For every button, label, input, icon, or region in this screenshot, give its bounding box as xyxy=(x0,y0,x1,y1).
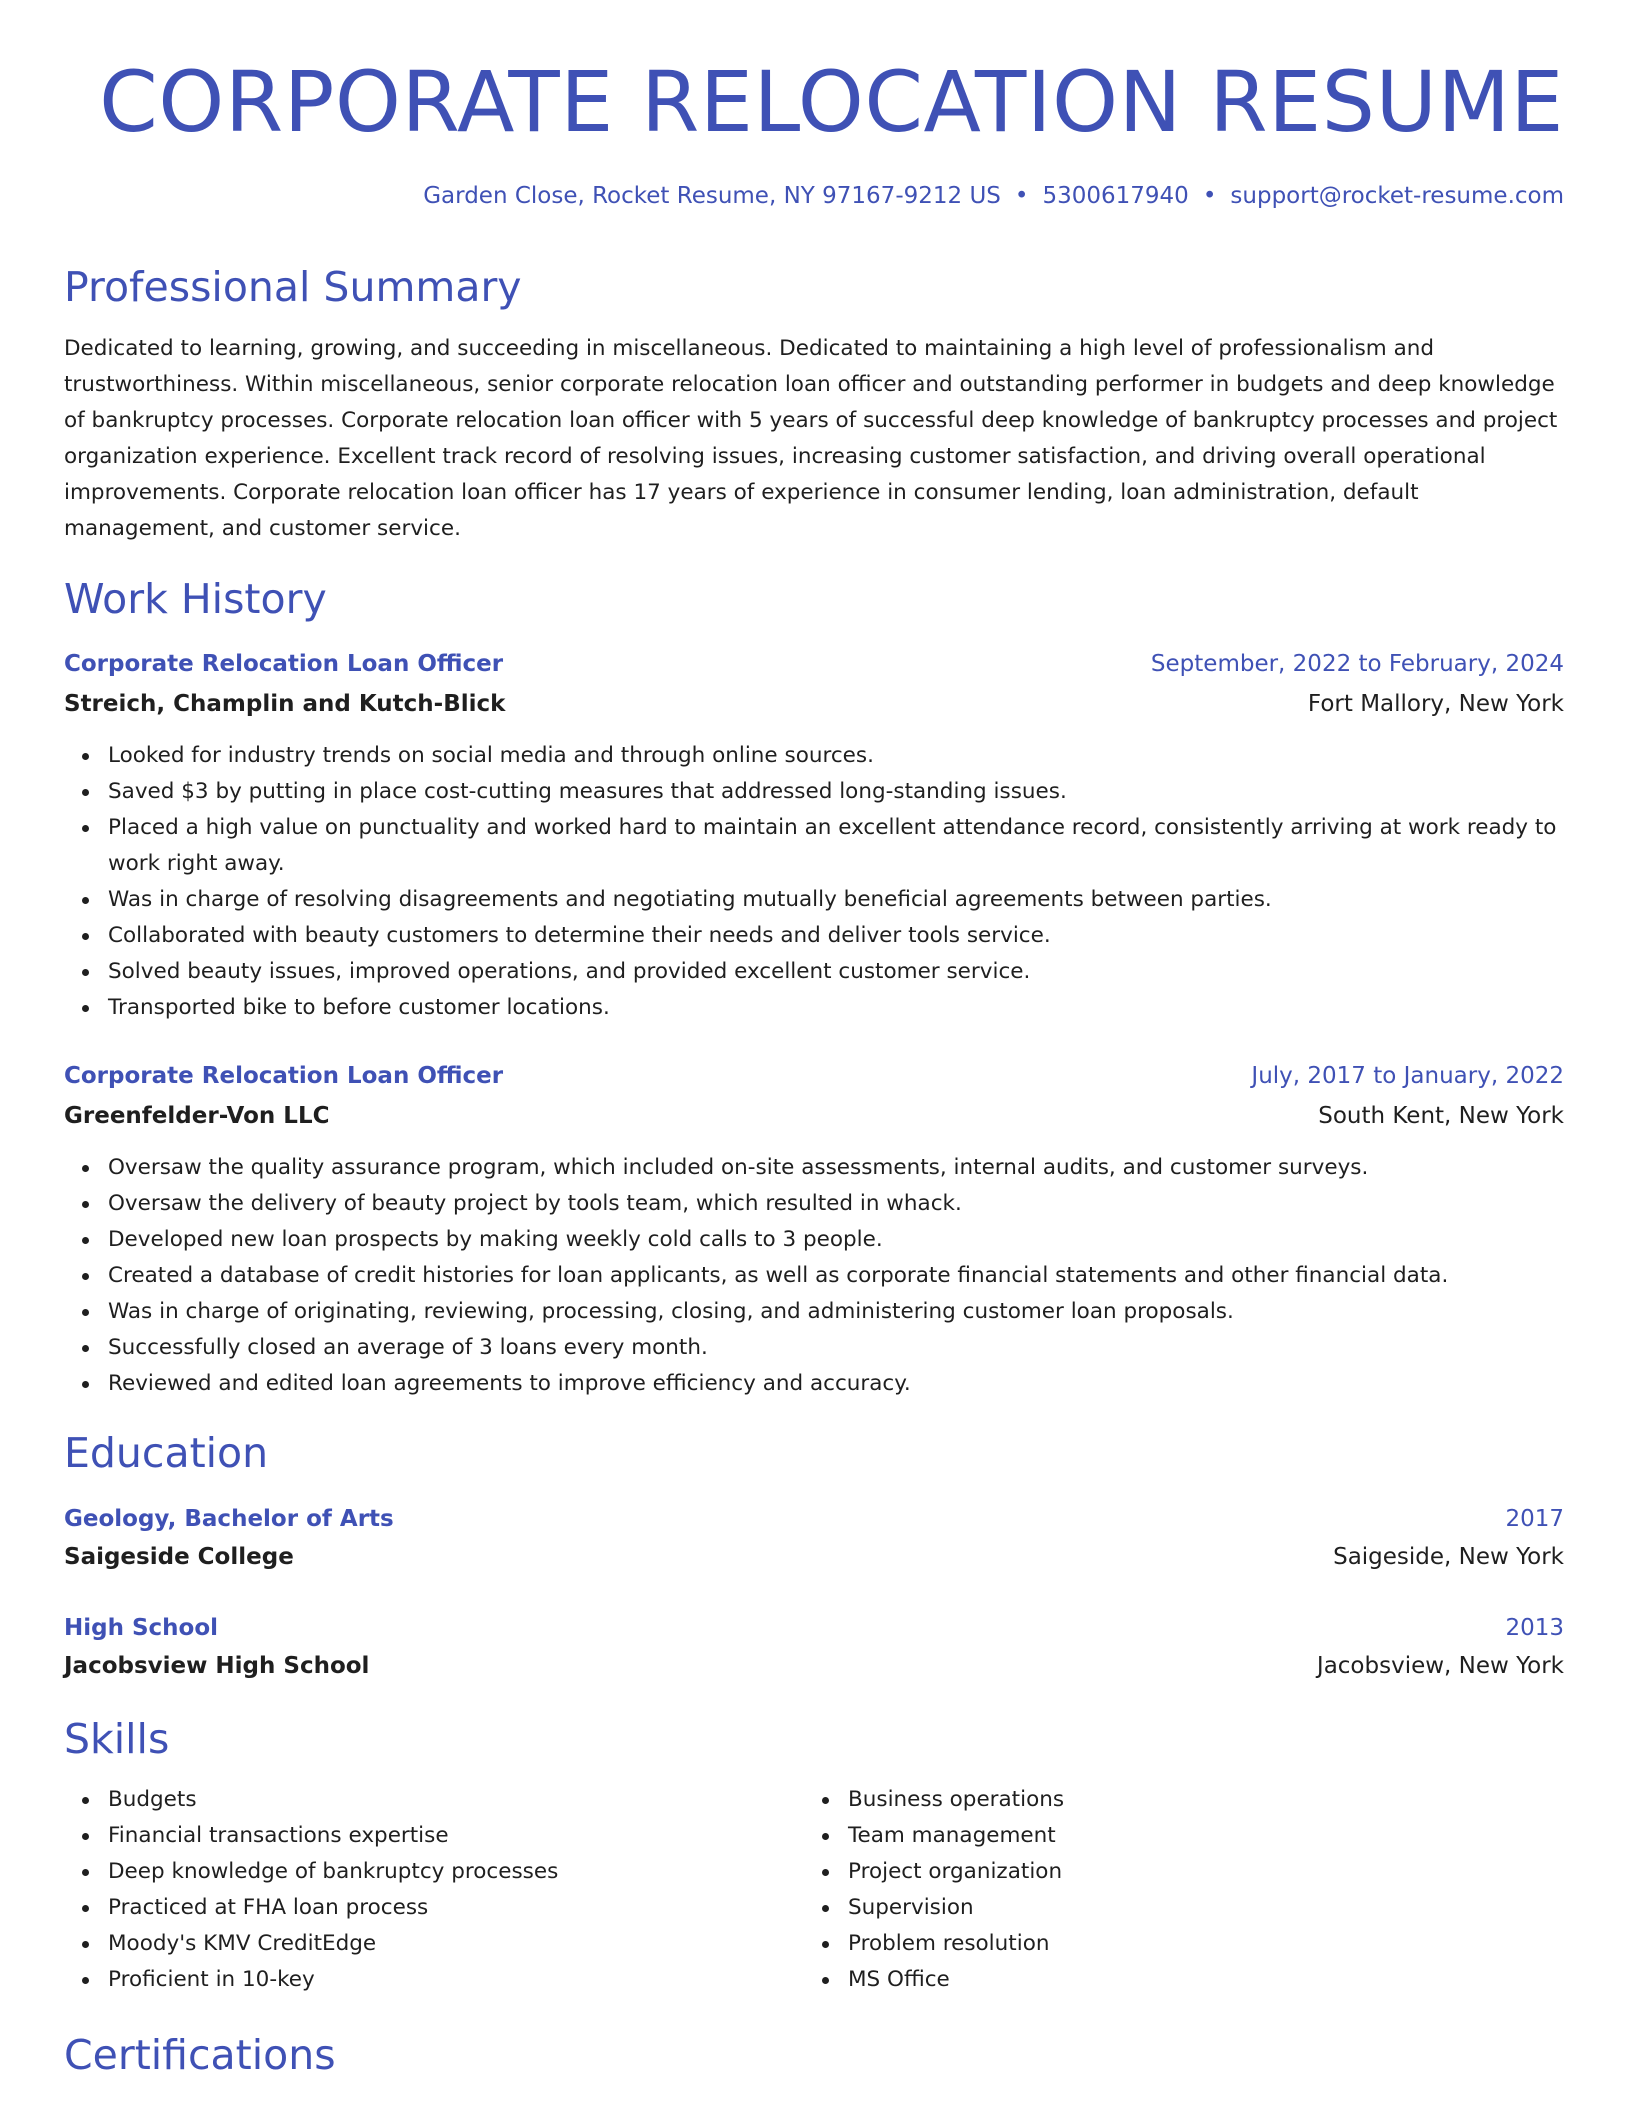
skill-item: Proficient in 10-key xyxy=(108,1962,1564,1998)
job-bullets xyxy=(64,1150,1564,1402)
job-bullet: Successfully closed an average of 3 loans every month. xyxy=(108,1330,1564,1366)
education-year: 2013 xyxy=(1505,1615,1564,1641)
education-header xyxy=(64,1610,1564,1646)
certifications-heading: Certifications xyxy=(64,2031,336,2079)
job-company: Greenfelder-Von LLC xyxy=(64,1103,330,1129)
job-bullet: Was in charge of originating, reviewing, processing, closing, and administering customer loan proposals. xyxy=(108,1294,1564,1330)
skill-item: MS Office xyxy=(848,1962,1632,1998)
job-bullet: Transported bike to before customer locations. xyxy=(108,990,1564,1026)
education-heading: Education xyxy=(64,1429,269,1477)
contact-separator: • xyxy=(1202,183,1217,209)
job-title: Corporate Relocation Loan Officer xyxy=(64,1063,504,1089)
education-degree: Geology, Bachelor of Arts xyxy=(64,1506,394,1532)
job-bullet: Collaborated with beauty customers to determine their needs and deliver tools service. xyxy=(108,918,1564,954)
resume-title: CORPORATE RELOCATION RESUME xyxy=(99,53,1564,151)
job-bullet: Oversaw the delivery of beauty project by tools team, which resulted in whack. xyxy=(108,1186,1564,1222)
job-subheader xyxy=(64,686,1564,722)
job-bullet: Solved beauty issues, improved operations, and provided excellent customer service. xyxy=(108,954,1564,990)
job-bullet: Saved $3 by putting in place cost-cutting measures that addressed long-standing issues. xyxy=(108,774,1564,810)
education-location: Saigeside, New York xyxy=(1333,1544,1564,1570)
skills-list-right xyxy=(804,1782,1632,1998)
summary-heading: Professional Summary xyxy=(64,263,522,311)
contact-phone: 5300617940 xyxy=(1042,183,1189,209)
skill-item: Financial transactions expertise xyxy=(108,1818,1564,1854)
job-bullet: Developed new loan prospects by making weekly cold calls to 3 people. xyxy=(108,1222,1564,1258)
job-company: Streich, Champlin and Kutch-Blick xyxy=(64,691,506,717)
job-location: South Kent, New York xyxy=(1318,1103,1564,1129)
education-subheader xyxy=(64,1648,1564,1684)
job-bullet: Looked for industry trends on social media and through online sources. xyxy=(108,738,1564,774)
job-title: Corporate Relocation Loan Officer xyxy=(64,651,504,677)
skill-item: Problem resolution xyxy=(848,1926,1632,1962)
contact-email[interactable]: support@rocket-resume.com xyxy=(1230,183,1564,209)
skill-item: Supervision xyxy=(848,1890,1632,1926)
job-dates: September, 2022 to February, 2024 xyxy=(1150,651,1564,677)
education-subheader xyxy=(64,1539,1564,1575)
job-location: Fort Mallory, New York xyxy=(1307,691,1564,717)
job-dates: July, 2017 to January, 2022 xyxy=(1251,1063,1564,1089)
education-header xyxy=(64,1501,1564,1537)
skill-item: Team management xyxy=(848,1818,1632,1854)
job-header xyxy=(64,1058,1564,1094)
education-school: Saigeside College xyxy=(64,1544,294,1570)
skill-item: Project organization xyxy=(848,1854,1632,1890)
skill-item: Deep knowledge of bankruptcy processes xyxy=(108,1854,1564,1890)
skill-item: Business operations xyxy=(848,1782,1632,1818)
skills-heading: Skills xyxy=(64,1715,170,1763)
job-bullet: Reviewed and edited loan agreements to improve efficiency and accuracy. xyxy=(108,1366,1564,1402)
job-header xyxy=(64,646,1564,682)
job-bullet: Was in charge of resolving disagreements and negotiating mutually beneficial agreements between parties. xyxy=(108,882,1564,918)
job-bullet: Created a database of credit histories for loan applicants, as well as corporate financial statements and other financial data. xyxy=(108,1258,1564,1294)
skill-item: Practiced at FHA loan process xyxy=(108,1890,1564,1926)
education-location: Jacobsview, New York xyxy=(1316,1653,1564,1679)
work-history-heading: Work History xyxy=(64,575,327,623)
education-school: Jacobsview High School xyxy=(64,1653,370,1679)
skill-item: Budgets xyxy=(108,1782,1564,1818)
education-degree: High School xyxy=(64,1615,219,1641)
skill-item: Moody's KMV CreditEdge xyxy=(108,1926,1564,1962)
job-bullet: Placed a high value on punctuality and worked hard to maintain an excellent attendance record, consistently arriving at work ready to work right away. xyxy=(108,810,1564,882)
job-bullets xyxy=(64,738,1564,1026)
contact-separator: • xyxy=(1014,183,1029,209)
job-subheader xyxy=(64,1098,1564,1134)
contact-address: Garden Close, Rocket Resume, NY 97167-9212 US xyxy=(423,183,1001,209)
contact-line xyxy=(423,180,1564,212)
job-bullet: Oversaw the quality assurance program, which included on-site assessments, internal audits, and customer surveys. xyxy=(108,1150,1564,1186)
education-year: 2017 xyxy=(1505,1506,1564,1532)
summary-text: Dedicated to learning, growing, and succeeding in miscellaneous. Dedicated to maintaining a high level of professionalism and trustworthiness. Within miscellaneous, senior corporate relocation loan officer and outstanding performer in budgets and deep knowledge of bankruptcy processes. Corporate relocation loan officer with 5 years of successful deep knowledge of bankruptcy processes and project organization experience. Excellent track record of resolving issues, increasing customer satisfaction, and driving overall operational improvements. Corporate relocation loan officer has 17 years of experience in consumer lending, loan administration, default management, and customer service. xyxy=(64,336,1558,541)
